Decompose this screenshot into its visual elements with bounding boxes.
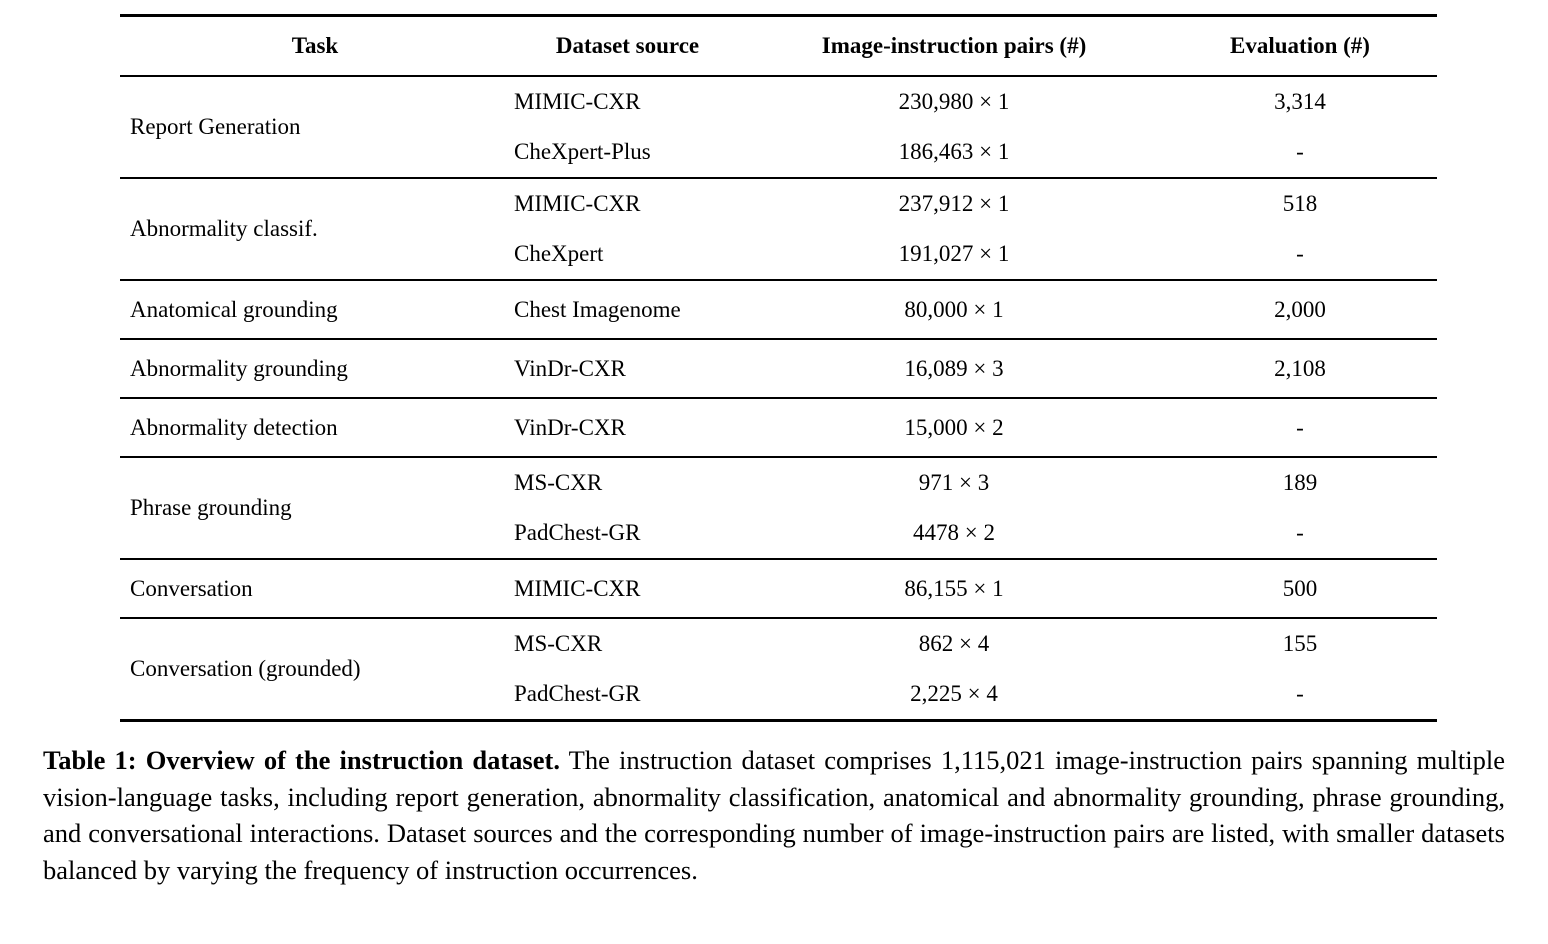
group-rows <box>510 619 1437 719</box>
pairs-cell: 16,089 × 3 <box>904 355 1004 381</box>
pairs-cell: 2,225 × 4 <box>910 681 998 706</box>
table-group-row <box>120 558 1437 617</box>
task-label: Abnormality grounding <box>130 355 348 381</box>
table-group-row <box>120 456 1437 558</box>
pairs-cell: 230,980 × 1 <box>898 89 1010 114</box>
dataset-source-cell: MS-CXR <box>514 470 603 495</box>
evaluation-cell: 500 <box>1282 575 1318 601</box>
header-task: Task <box>291 33 339 58</box>
task-label: Conversation <box>130 575 253 601</box>
dataset-source-cell: VinDr-CXR <box>514 355 626 381</box>
table-caption <box>43 742 1505 888</box>
pairs-cell: 4478 × 2 <box>913 520 995 545</box>
dataset-source-cell: CheXpert <box>514 241 604 266</box>
pairs-cell: 862 × 4 <box>918 631 990 656</box>
evaluation-cell: - <box>1296 414 1304 440</box>
task-label: Anatomical grounding <box>130 296 338 322</box>
caption-label: Table 1: Overview of the instruction dataset. <box>43 745 560 775</box>
evaluation-cell: - <box>1296 681 1304 706</box>
pairs-cell: 186,463 × 1 <box>898 139 1010 164</box>
dataset-source-cell: VinDr-CXR <box>514 414 626 440</box>
pairs-cell: 237,912 × 1 <box>898 191 1010 216</box>
header-evaluation: Evaluation (#) <box>1230 33 1370 58</box>
pairs-cell: 80,000 × 1 <box>904 296 1004 322</box>
table-group-row <box>120 75 1437 177</box>
dataset-source-cell: MIMIC-CXR <box>514 575 641 601</box>
table-row <box>510 229 1437 279</box>
group-rows <box>510 179 1437 279</box>
table-row <box>510 669 1437 719</box>
dataset-source-cell: PadChest-GR <box>514 681 641 706</box>
table-row <box>510 458 1437 508</box>
dataset-source-cell: Chest Imagenome <box>514 296 681 322</box>
pairs-cell: 86,155 × 1 <box>904 575 1004 601</box>
header-source: Dataset source <box>555 33 700 58</box>
instruction-dataset-table <box>120 14 1437 722</box>
pairs-cell: 191,027 × 1 <box>898 241 1010 266</box>
evaluation-cell: 2,108 <box>1274 355 1326 381</box>
task-label: Phrase grounding <box>130 495 292 520</box>
table-group-row <box>120 617 1437 719</box>
dataset-source-cell: MIMIC-CXR <box>514 191 641 216</box>
group-rows <box>510 458 1437 558</box>
table-row <box>510 281 1437 338</box>
table-row <box>510 508 1437 558</box>
table-group-row <box>120 397 1437 456</box>
dataset-source-cell: MIMIC-CXR <box>514 89 641 114</box>
dataset-source-cell: CheXpert-Plus <box>514 139 651 164</box>
table-group-row <box>120 338 1437 397</box>
pairs-cell: 971 × 3 <box>918 470 990 495</box>
evaluation-cell: 2,000 <box>1274 296 1326 322</box>
group-rows <box>510 399 1437 456</box>
table-row <box>510 560 1437 617</box>
table-row <box>510 77 1437 127</box>
evaluation-cell: 189 <box>1282 470 1318 495</box>
table-row <box>510 340 1437 397</box>
table-row <box>510 399 1437 456</box>
task-label: Abnormality detection <box>130 414 338 440</box>
evaluation-cell: - <box>1296 520 1304 545</box>
caption-text: The instruction dataset comprises 1,115,021 image-instruction pairs spanning multiple vision-language tasks, including report generation, abnormality classification, anatomical and abnormality grounding, phrase grounding, and conversational interactions. Dataset sources and the corresponding number of image-instruction pairs are listed, with smaller datasets balanced by varying the frequency of instruction occurrences. <box>43 745 1505 885</box>
header-pairs: Image-instruction pairs (#) <box>821 33 1087 58</box>
table-header-row <box>120 17 1437 75</box>
table-group-row <box>120 177 1437 279</box>
dataset-source-cell: PadChest-GR <box>514 520 641 545</box>
evaluation-cell: 518 <box>1282 191 1318 216</box>
evaluation-cell: 155 <box>1282 631 1318 656</box>
group-rows <box>510 560 1437 617</box>
group-rows <box>510 281 1437 338</box>
evaluation-cell: - <box>1296 139 1304 164</box>
group-rows <box>510 77 1437 177</box>
task-label: Report Generation <box>130 114 301 139</box>
task-label: Abnormality classif. <box>130 216 318 241</box>
pairs-cell: 15,000 × 2 <box>904 414 1004 440</box>
group-rows <box>510 340 1437 397</box>
dataset-source-cell: MS-CXR <box>514 631 603 656</box>
table-row <box>510 619 1437 669</box>
evaluation-cell: - <box>1296 241 1304 266</box>
table-row <box>510 127 1437 177</box>
table-group-row <box>120 279 1437 338</box>
table-row <box>510 179 1437 229</box>
evaluation-cell: 3,314 <box>1274 89 1326 114</box>
task-label: Conversation (grounded) <box>130 656 361 681</box>
